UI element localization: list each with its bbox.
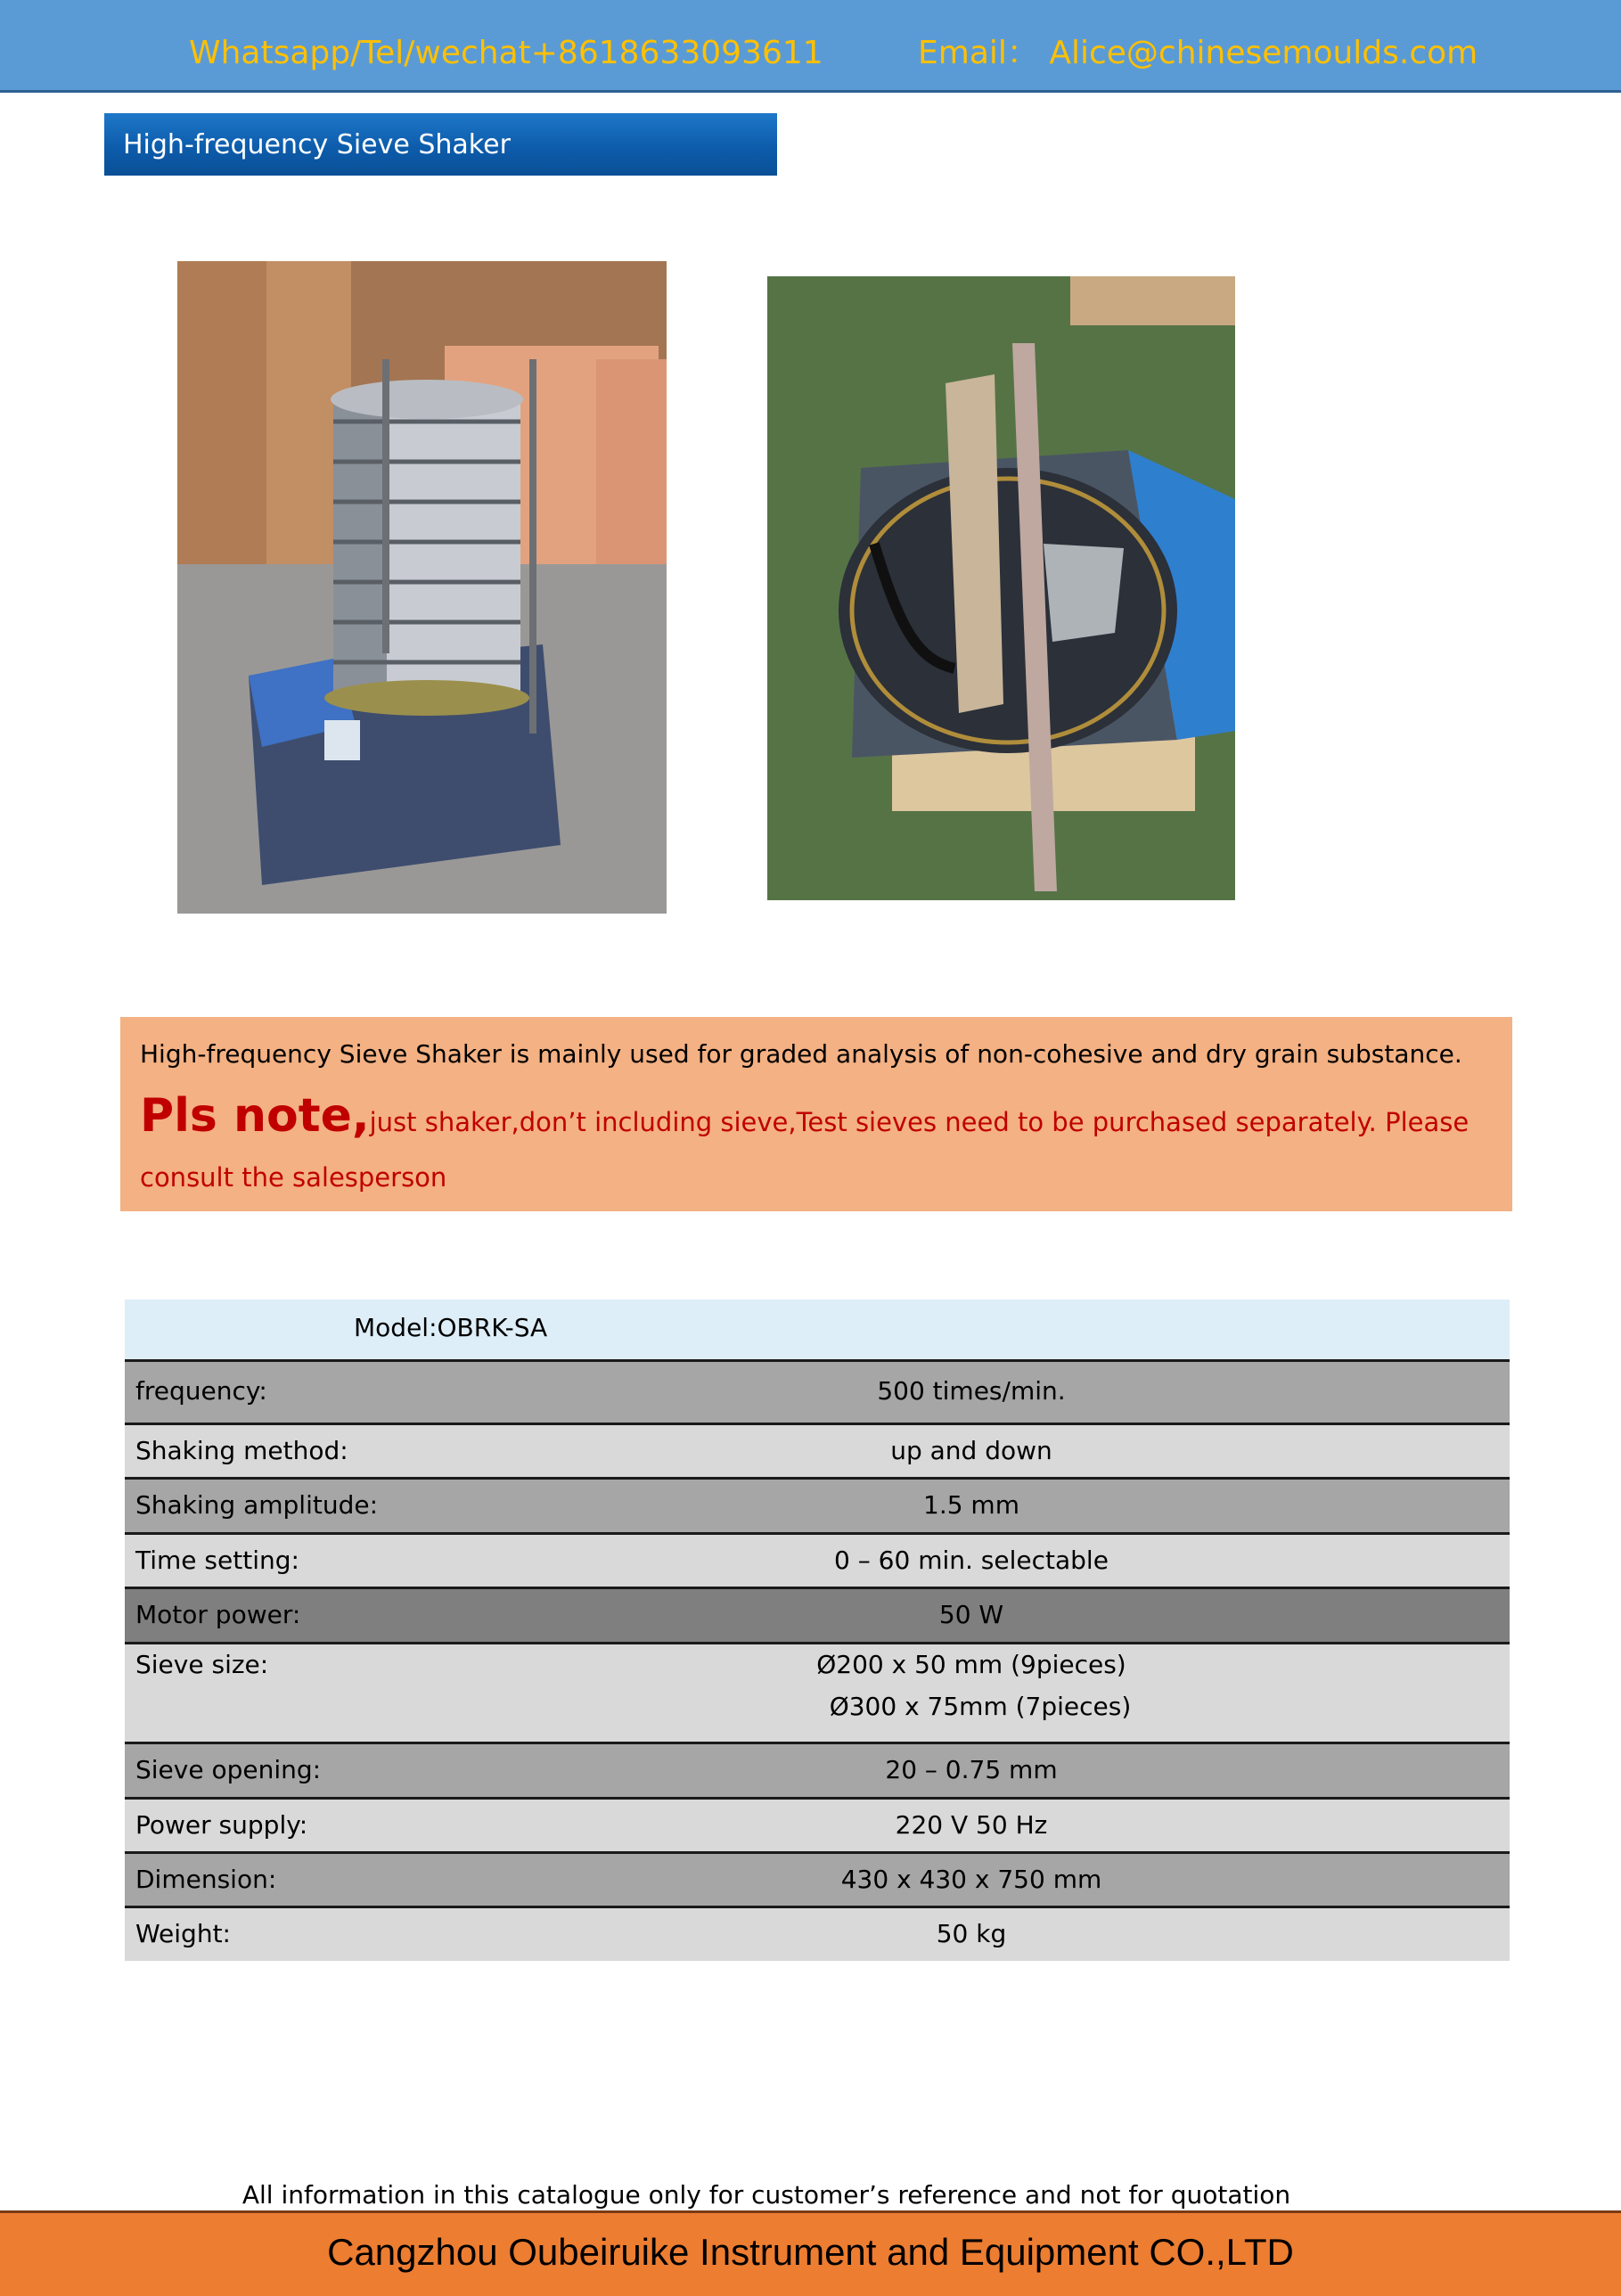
company-name: Cangzhou Oubeiruike Instrument and Equipment CO.,LTD: [327, 2231, 1294, 2273]
spec-value: 500 times/min.: [877, 1376, 1066, 1406]
table-row: [125, 1906, 1510, 1961]
spec-label: Sieve opening:: [135, 1755, 322, 1784]
header-email: Email： Alice@chinesemoulds.com: [918, 35, 1478, 71]
table-row: [125, 1423, 1510, 1477]
spec-value: 50 kg: [936, 1919, 1007, 1948]
table-row: [125, 1359, 1510, 1423]
model-row: [125, 1300, 1510, 1359]
note-heading: Pls note,: [140, 1089, 370, 1143]
table-row: [125, 1642, 1510, 1742]
spec-label: Sieve size:: [135, 1650, 269, 1679]
spec-label: Motor power:: [135, 1600, 301, 1629]
page-title: High-frequency Sieve Shaker: [123, 129, 511, 160]
header-phone: Whatsapp/Tel/wechat+8618633093611: [189, 35, 823, 71]
table-row: [125, 1742, 1510, 1797]
spec-value: up and down: [890, 1436, 1052, 1465]
spec-value: 430 x 430 x 750 mm: [840, 1865, 1102, 1894]
spec-label: Weight:: [135, 1919, 231, 1948]
model-label: Model:OBRK-SA: [354, 1313, 548, 1342]
spec-label: frequency:: [135, 1376, 267, 1406]
spec-value: 0 – 60 min. selectable: [834, 1546, 1109, 1575]
spec-label: Time setting:: [135, 1546, 299, 1575]
spec-value-second-line: Ø300 x 75mm (7pieces): [829, 1692, 1132, 1721]
footer-bar: [0, 2210, 1621, 2296]
description-box: [120, 1017, 1512, 1211]
disclaimer-text: All information in this catalogue only for customer’s reference and not for quotation: [242, 2180, 1291, 2210]
note-text: just shaker,don’t including sieve,Test sieves need to be purchased separately. Please consult the salesperson: [140, 1107, 1470, 1193]
table-row: [125, 1851, 1510, 1906]
purchase-note: [140, 1088, 1503, 1205]
product-photo-packed: [767, 276, 1235, 900]
spec-label: Power supply:: [135, 1810, 308, 1840]
spec-value: 20 – 0.75 mm: [885, 1755, 1058, 1784]
spec-value: 220 V 50 Hz: [895, 1810, 1048, 1840]
table-row: [125, 1797, 1510, 1851]
spec-label: Dimension:: [135, 1865, 277, 1894]
table-row: [125, 1532, 1510, 1587]
spec-table: [125, 1300, 1510, 1961]
table-row: [125, 1587, 1510, 1642]
table-row: [125, 1477, 1510, 1532]
spec-value: 1.5 mm: [923, 1490, 1019, 1520]
product-photo-assembled: [177, 261, 667, 914]
section-title-bar: [104, 113, 777, 176]
spec-value: Ø200 x 50 mm (9pieces): [816, 1650, 1126, 1679]
spec-label: Shaking amplitude:: [135, 1490, 379, 1520]
header-bar: [0, 0, 1621, 93]
spec-label: Shaking method:: [135, 1436, 348, 1465]
description-text: High-frequency Sieve Shaker is mainly used for graded analysis of non-cohesive and dry grain substance.: [140, 1039, 1462, 1069]
spec-value: 50 W: [938, 1600, 1004, 1629]
